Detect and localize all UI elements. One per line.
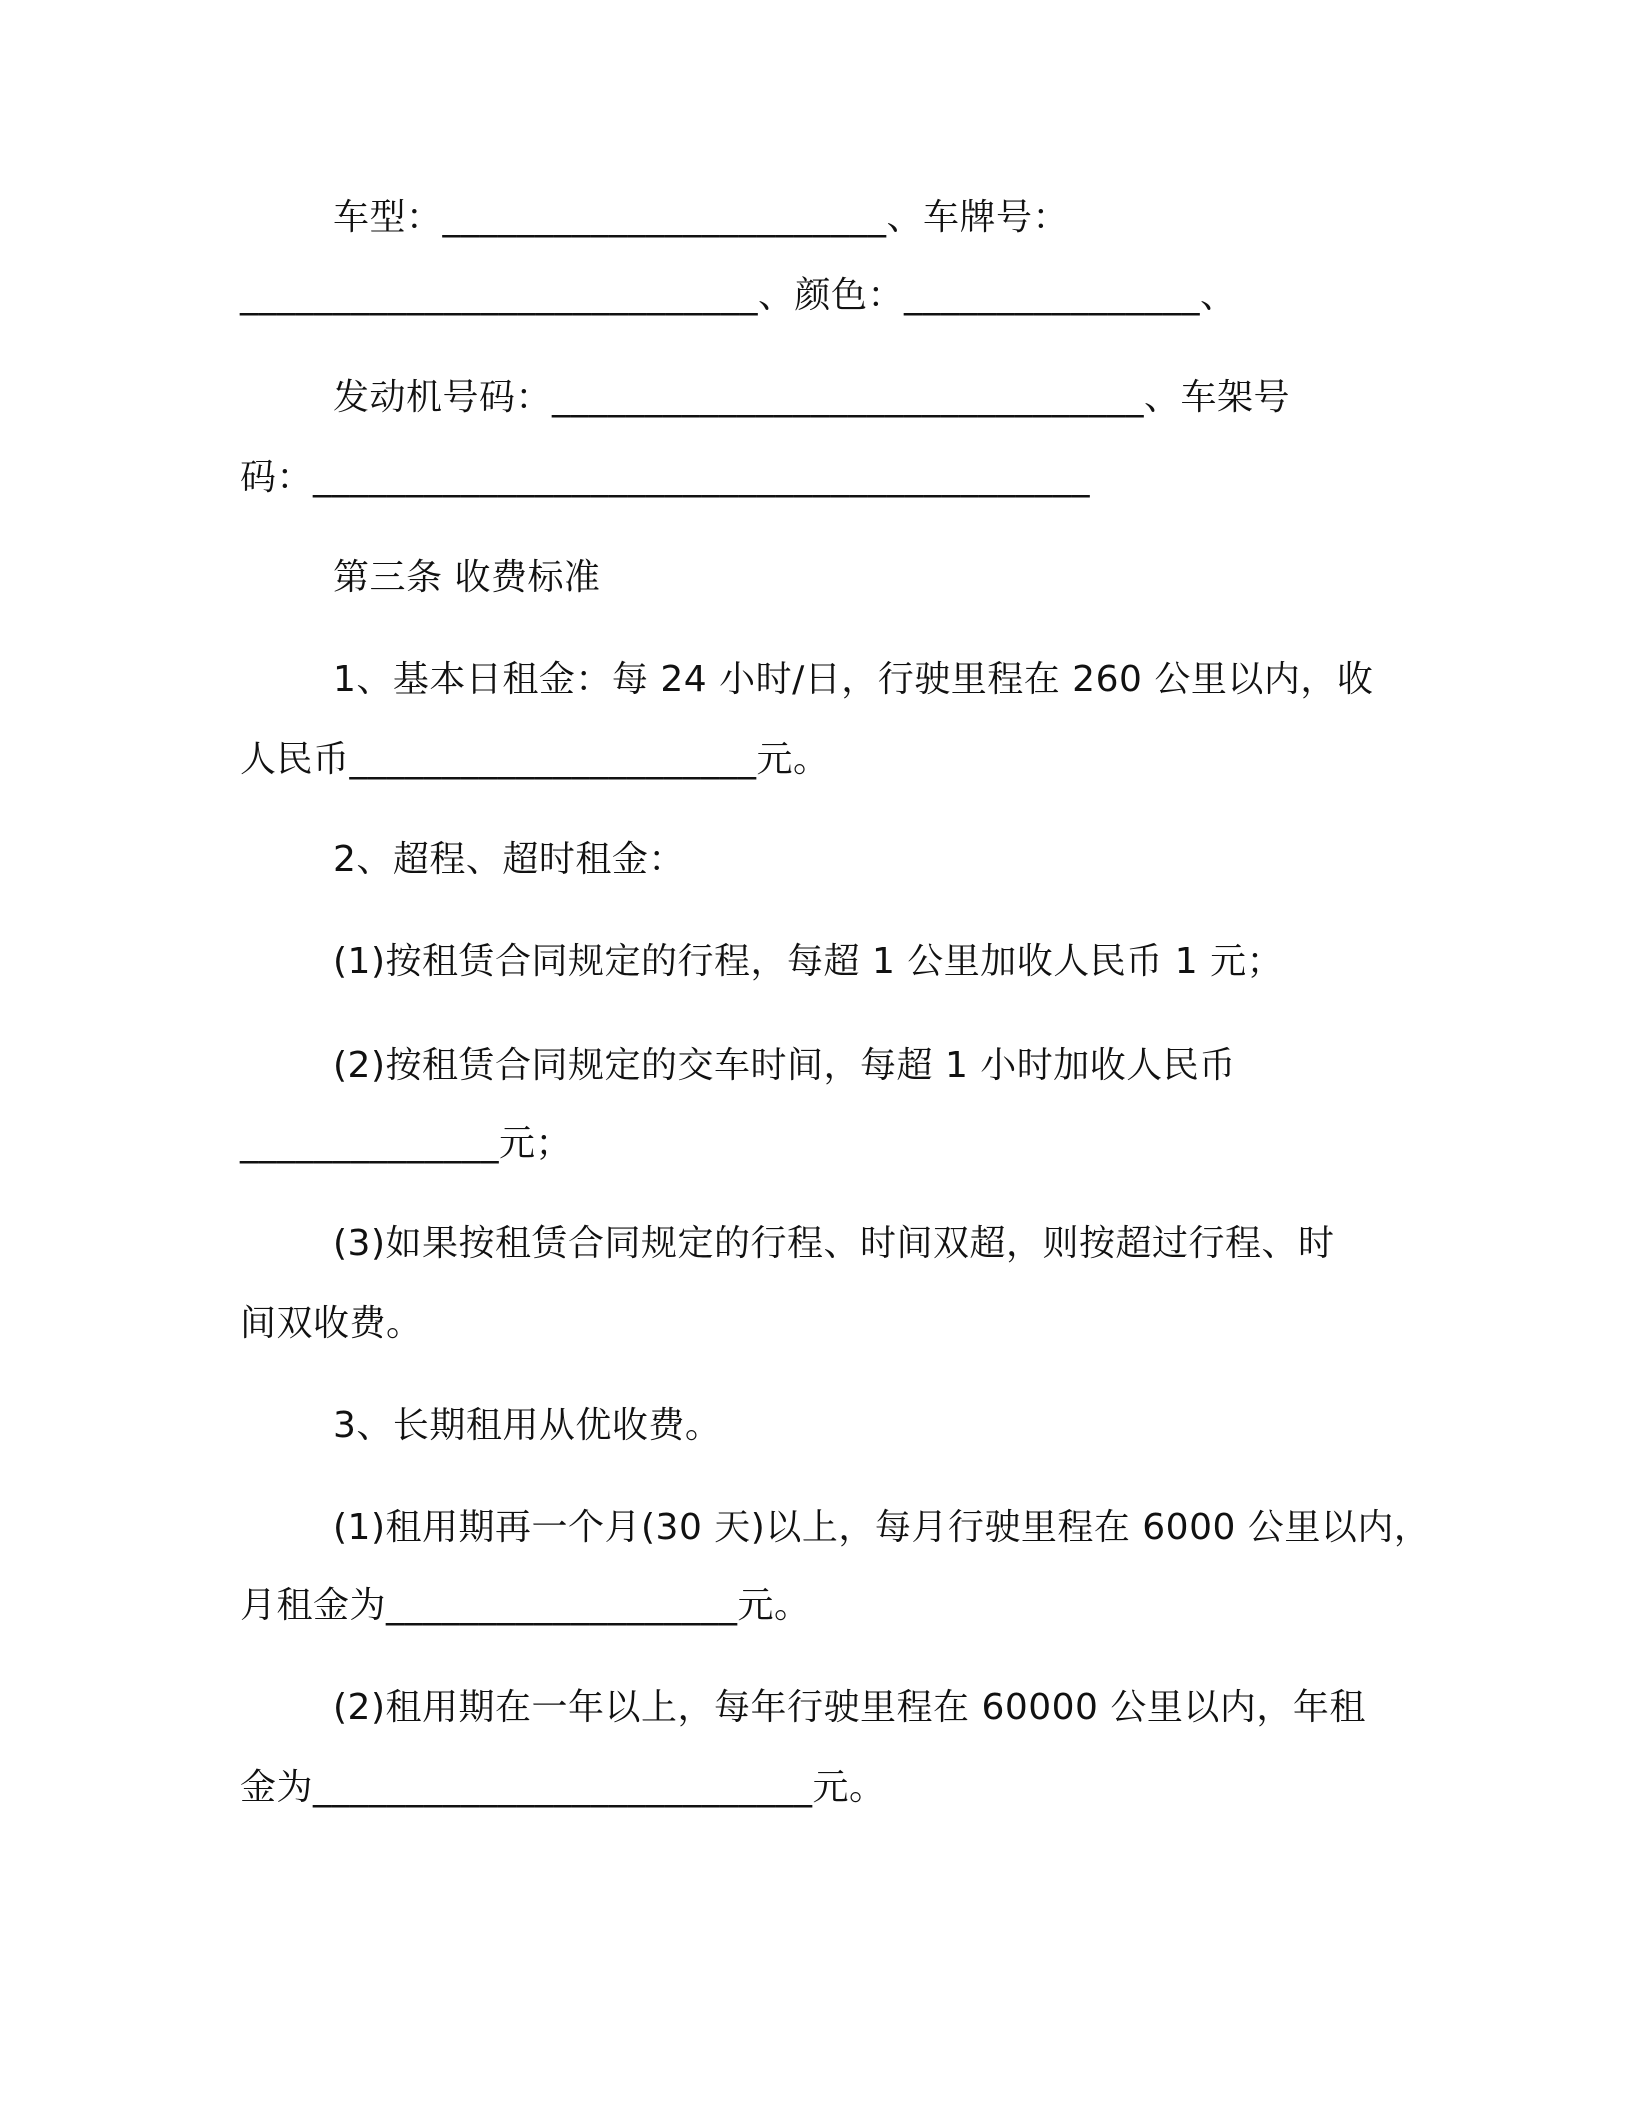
yearly-rent-line: (2)租用期在一年以上，每年行驶里程在 60000 公里以内，年租: [333, 1687, 1366, 1728]
over-time-amount-line: ______________元；: [240, 1123, 573, 1164]
over-time-line: (2)按租赁合同规定的交车时间，每超 1 小时加收人民币: [333, 1045, 1236, 1086]
double-over-continuation: 间双收费。: [240, 1303, 423, 1344]
engine-number-line: 发动机号码：________________________________、车架号: [333, 377, 1291, 418]
daily-rent-amount-line: 人民币______________________元。: [240, 739, 830, 780]
double-over-line: (3)如果按租赁合同规定的行程、时间双超，则按超过行程、时: [333, 1223, 1335, 1264]
plate-color-line: ____________________________、颜色：________________、: [240, 275, 1237, 316]
daily-rent-line: 1、基本日租金：每 24 小时/日，行驶里程在 260 公里以内，收: [333, 659, 1374, 700]
overtime-heading: 2、超程、超时租金：: [333, 839, 685, 880]
long-term-heading: 3、长期租用从优收费。: [333, 1405, 722, 1446]
section-heading: 第三条 收费标准: [333, 557, 601, 598]
frame-number-line: 码：__________________________________________: [240, 457, 1090, 498]
monthly-rent-amount-line: 月租金为___________________元。: [240, 1585, 811, 1626]
over-distance-line: (1)按租赁合同规定的行程，每超 1 公里加收人民币 1 元；: [333, 941, 1284, 982]
vehicle-model-plate-line: 车型：________________________、车牌号：: [333, 197, 1070, 238]
monthly-rent-line: (1)租用期再一个月(30 天)以上，每月行驶里程在 6000 公里以内，: [333, 1507, 1431, 1548]
yearly-rent-amount-line: 金为___________________________元。: [240, 1767, 886, 1808]
